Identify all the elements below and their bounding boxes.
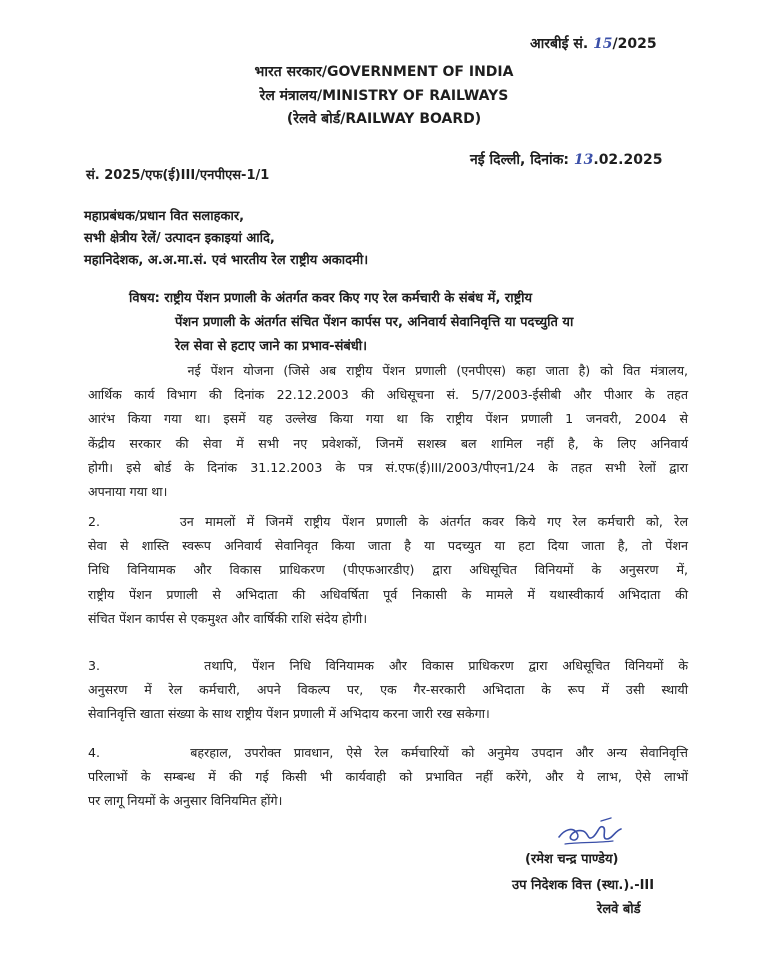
paragraph-line: सेवा से शास्ति स्वरूप अनिवार्य सेवानिवृत किया जाता है या पदच्युत या हटा दिया जाता है, तो पेंशन (88, 538, 688, 554)
paragraph-3 (88, 654, 688, 727)
paragraph-4 (88, 741, 688, 814)
letter-date (470, 150, 662, 169)
handwritten-signature (555, 815, 625, 853)
addressee-line: सभी क्षेत्रीय रेलें/ उत्पादन इकाइयां आदि, (84, 231, 275, 246)
paragraph-line: आर्थिक कार्य विभाग की दिनांक 22.12.2003 की अधिसूचना सं. 5/7/2003-ईसीबी और पीआर के तहत (88, 387, 688, 403)
header-ministry: रेल मंत्रालय/MINISTRY OF RAILWAYS (259, 88, 509, 104)
header-government: भारत सरकार/GOVERNMENT OF INDIA (254, 64, 514, 80)
date-handwritten-day: 13 (573, 152, 594, 168)
header-board: (रेलवे बोर्ड/RAILWAY BOARD) (286, 111, 482, 127)
paragraph-line: संचित पेंशन कार्पस से एकमुश्त और वार्षिकी राशि संदेय होगी। (88, 610, 368, 626)
paragraph-line: आरंभ किया गया था। इसमें यह उल्लेख किया गया था कि राष्ट्रीय पेंशन प्रणाली 1 जनवरी, 2004 से (88, 411, 688, 427)
ref-prefix: आरबीई सं. (530, 36, 594, 52)
paragraph-line: अपनाया गया था। (88, 484, 168, 500)
subject-block (129, 287, 689, 359)
signatory-organization: रेलवे बोर्ड (597, 902, 641, 917)
addressee-line: महानिदेशक, अ.अ.मा.सं. एवं भारतीय रेल राष्ट्रीय अकादमी। (84, 253, 369, 268)
paragraph-line: परिलाभों के सम्बन्ध में की गई किसी भी कार्यवाही को प्रभावित नहीं करेंगे, और ये लाभ, ऐसे लाभों (88, 769, 688, 785)
paragraph-line: नई पेंशन योजना (जिसे अब राष्ट्रीय पेंशन प्रणाली (एनपीएस) कहा जाता है) को वित मंत्रालय, (88, 363, 688, 378)
paragraph-2 (88, 510, 688, 631)
paragraph-line: 3. तथापि, पेंशन निधि विनियामक और विकास प्राधिकरण द्वारा अधिसूचित विनियमों के (88, 658, 688, 673)
addressee-line: महाप्रबंधक/प्रधान वित सलाहकार, (84, 209, 245, 224)
letter-number: सं. 2025/एफ(ई)III/एनपीएस-1/1 (86, 168, 270, 183)
paragraph-line: केंद्रीय सरकार की सेवा में सभी नए प्रवेशकों, जिनमें सशस्त्र बल शामिल नहीं है, के लिए अनिवार्य (88, 435, 688, 451)
subject-line: रेल सेवा से हटाए जाने का प्रभाव-संबंधी। (175, 339, 368, 354)
paragraph-line: सेवानिवृत्ति खाता संख्या के साथ राष्ट्रीय पेंशन प्रणाली में अभिदाय करना जारी रख सकेगा। (88, 706, 490, 722)
paragraph-1 (88, 359, 688, 504)
subject-line: विषय: राष्ट्रीय पेंशन प्रणाली के अंतर्गत कवर किए गए रेल कर्मचारी के संबंध में, राष्ट्रीय (129, 291, 533, 306)
paragraph-line: अनुसरण में रेल कर्मचारी, अपने विकल्प पर, एक गैर-सरकारी अभिदाता के रूप में उसी स्थायी (88, 682, 688, 698)
paragraph-line: निधि विनियामक और विकास प्राधिकरण (पीएफआरडीए) द्वारा अधिसूचित विनियमों के अनुसरण में, (88, 562, 688, 578)
signatory-name: (रमेश चन्द्र पाण्डेय) (525, 852, 619, 867)
subject-line: पेंशन प्रणाली के अंतर्गत संचित पेंशन कार्पस पर, अनिवार्य सेवानिवृत्ति या पदच्युति या (175, 315, 574, 330)
paragraph-line: राष्ट्रीय पेंशन प्रणाली से अभिदाता की अधिवर्षिता पूर्व निकासी के मामले में यथास्वीकार्य अभिदाता की (88, 586, 688, 602)
signatory-designation: उप निदेशक वित्त (स्था.).-III (512, 878, 655, 893)
date-suffix: .02.2025 (593, 152, 663, 168)
paragraph-line: 4. बहरहाल, उपरोक्त प्रावधान, ऐसे रेल कर्मचारियों को अनुमेय उपदान और अन्य सेवानिवृत्ति (88, 745, 688, 760)
ref-suffix: /2025 (612, 36, 657, 52)
ref-handwritten-number: 15 (593, 36, 613, 52)
paragraph-line: 2. उन मामलों में जिनमें राष्ट्रीय पेंशन प्रणाली के अंतर्गत कवर किये गए रेल कर्मचारी को, रेल (88, 514, 688, 529)
paragraph-line: होगी। इसे बोर्ड के दिनांक 31.12.2003 के पत्र सं.एफ(ई)III/2003/पीएन1/24 के तहत सभी रेलों द्वारा (88, 459, 688, 475)
date-prefix: नई दिल्ली, दिनांक: (470, 152, 574, 168)
paragraph-line: पर लागू नियमों के अनुसार विनियमित होंगे। (88, 793, 283, 809)
circular-reference-number (530, 34, 657, 53)
